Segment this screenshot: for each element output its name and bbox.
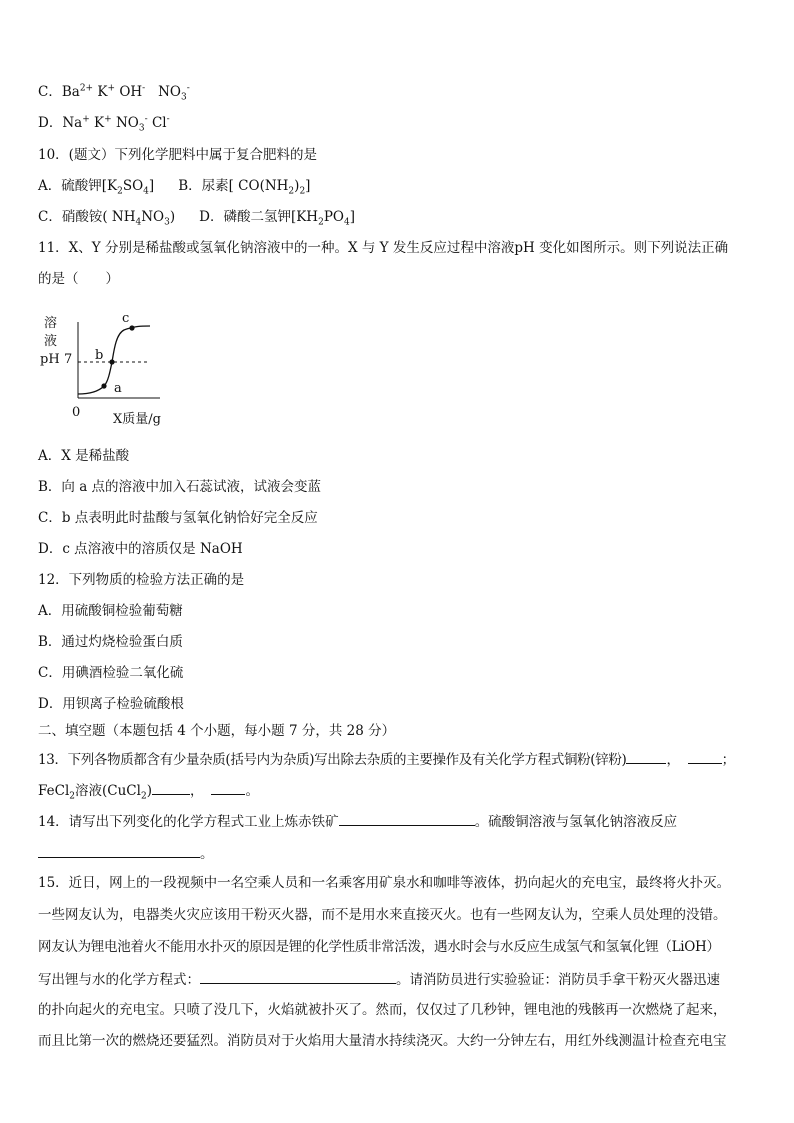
figure-origin-label: 0	[72, 405, 81, 420]
point-a-dot	[101, 383, 106, 388]
q11-option-b: B．向 a 点的溶液中加入石蕊试液，试液会变蓝	[38, 479, 322, 495]
q14-blank-2[interactable]	[38, 843, 200, 858]
q14-blank-1[interactable]	[339, 811, 475, 826]
q12-option-b: B．通过灼烧检验蛋白质	[38, 634, 183, 650]
ph-curve-svg	[38, 310, 178, 428]
q13-line1: 13．下列各物质都含有少量杂质(括号内为杂质)写出除去杂质的主要操作及有关化学方程式铜粉(锌粉) ， ；	[38, 749, 735, 769]
q10-options-ab	[38, 177, 310, 195]
q10-option-d: D．磷酸二氢钾$[KH_2PO_4]$	[199, 209, 355, 228]
q12-stem: 12．下列物质的检验方法正确的是	[38, 572, 245, 588]
q11-stem-line1: 11．X、Y 分别是稀盐酸或氢氧化钠溶液中的一种。X 与 Y 发生反应过程中溶液pH 变化如图所示。则下列说法正确	[38, 240, 729, 256]
figure-tick-7: 7	[64, 352, 73, 367]
q15-line1: 15．近日，网上的一段视频中一名空乘人员和一名乘客用矿泉水和咖啡等液体，扔向起火的充电宝，最终将火扑灭。	[38, 875, 731, 891]
q15-line4: 写出锂与水的化学方程式： 。请消防员进行实验验证：消防员手拿干粉灭火器迅速	[38, 969, 720, 989]
q12-option-a: A．用硫酸铜检验葡萄糖	[38, 603, 183, 619]
q9-option-c: C．$Ba^{2+}$ K+ OH- $NO_3^-$	[38, 83, 190, 103]
point-b-dot	[109, 359, 114, 364]
figure-ylabel-3: pH	[40, 352, 60, 367]
q11-option-c: C．b 点表明此时盐酸与氢氧化钠恰好完全反应	[38, 510, 318, 526]
q10-option-c: C．硝酸铵( $NH_4NO_3$)	[38, 209, 176, 228]
q11-option-d: D．c 点溶液中的溶质仅是 NaOH	[38, 541, 243, 557]
q11-ph-figure	[38, 310, 178, 428]
q14-line2: 。	[38, 843, 214, 863]
point-c-label: c	[122, 311, 130, 326]
section-heading-fill-in: 二、填空题（本题包括 4 个小题，每小题 7 分，共 28 分）	[38, 723, 396, 739]
figure-ylabel-1: 溶	[44, 316, 58, 331]
q12-option-d: D．用钡离子检验硫酸根	[38, 696, 184, 712]
q14-line1: 14．请写出下列变化的化学方程式工业上炼赤铁矿 。硫酸铜溶液与氢氧化钠溶液反应	[38, 811, 677, 831]
figure-xlabel: X质量/g	[113, 412, 161, 427]
q13-line2: FeCl$_2$溶液(CuCl$_2$) ， 。	[38, 780, 259, 800]
point-a-label: a	[114, 381, 122, 396]
q15-line6: 而且比第一次的燃烧还要猛烈。消防员对于火焰用大量清水持续浇灭。大约一分钟左右，用红外线测温计检查充电宝	[38, 1033, 727, 1049]
point-c-dot	[129, 325, 134, 330]
q13-blank-4[interactable]	[211, 780, 245, 795]
q13-stem: 13．下列各物质都含有少量杂质(括号内为杂质)写出除去杂质的主要操作及有关化学方程式铜粉(锌粉)	[38, 752, 627, 768]
q9-option-d: D．Na+ K+ $NO_3^-$ Cl-	[38, 114, 170, 134]
q12-option-c: C．用碘酒检验二氧化硫	[38, 665, 184, 681]
q13-blank-2[interactable]	[688, 749, 722, 764]
q10-stem: 10．(题文）下列化学肥料中属于复合肥料的是	[38, 147, 317, 163]
q15-line2: 一些网友认为，电器类火灾应该用干粉灭火器，而不是用水来直接灭火。也有一些网友认为，空乘人员处理的没错。	[38, 907, 727, 923]
q15-blank-1[interactable]	[200, 969, 396, 984]
q10-option-b: B．尿素[ $CO(NH_2)_2$]	[178, 178, 311, 197]
q13-blank-3[interactable]	[152, 780, 190, 795]
point-b-label: b	[95, 348, 104, 363]
q15-line3: 网友认为锂电池着火不能用水扑灭的原因是锂的化学性质非常活泼，遇水时会与水反应生成氢气和氢氧化锂（LiOH）	[38, 939, 720, 955]
q11-option-a: A．X 是稀盐酸	[38, 448, 130, 464]
q11-stem-line2: 的是（ ）	[38, 271, 119, 287]
q10-option-a: A．硫酸钾$[K_2SO_4]$	[38, 178, 155, 197]
q13-blank-1[interactable]	[626, 749, 666, 764]
q15-line5: 的扑向起火的充电宝。只喷了没几下，火焰就被扑灭了。然而，仅仅过了几秒钟，锂电池的残骸再一次燃烧了起来，	[38, 1002, 727, 1018]
q10-options-cd	[38, 208, 355, 226]
figure-ylabel-2: 液	[44, 334, 58, 349]
